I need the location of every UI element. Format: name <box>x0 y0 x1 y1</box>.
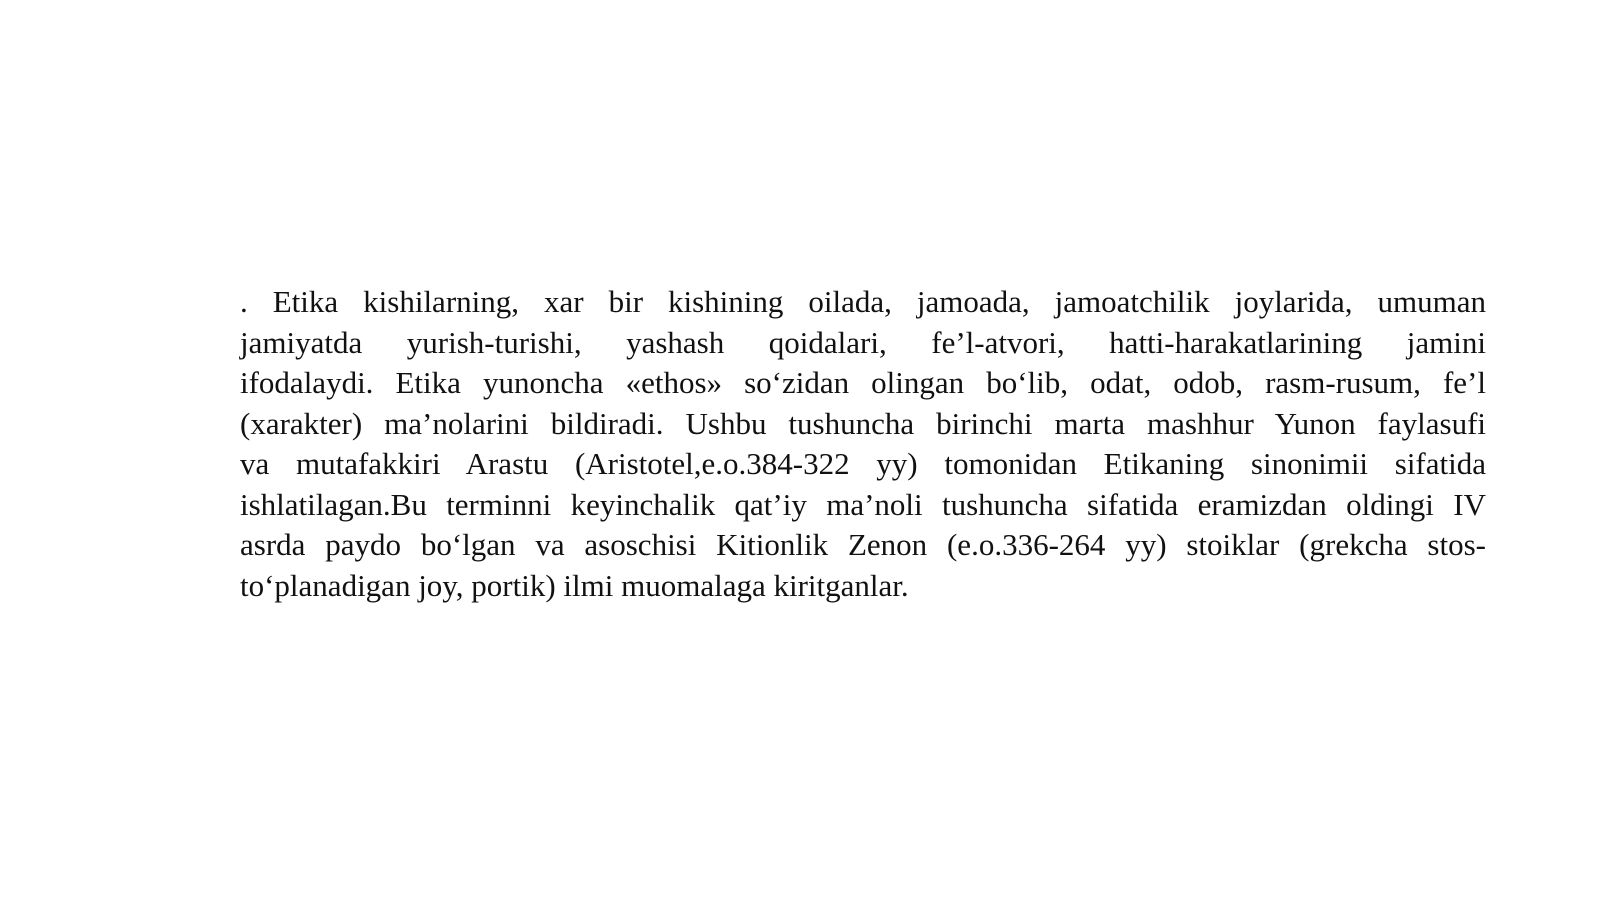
paragraph-line-5: va mutafakkiri Arastu (Aristotel,e.o.384-322 yy) tomonidan Etikaning sinonimii sifatida <box>240 446 1486 481</box>
paragraph-line-1: . Etika kishilarning, xar bir kishining oilada, jamoada, jamoatchilik joylarida, umuman <box>240 284 1486 319</box>
paragraph-line-4: (xarakter) ma’nolarini bildiradi. Ushbu tushuncha birinchi marta mashhur Yunon faylasufi <box>240 405 1486 441</box>
paragraph-line-2: jamiyatda yurish-turishi, yashash qoidalari, fe’l-atvori, hatti-harakatlarining jamini <box>240 324 1486 360</box>
paragraph-line-6: ishlatilagan.Bu terminni keyinchalik qat’iy ma’noli tushuncha sifatida eramizdan oldingi IV <box>240 486 1486 522</box>
body-paragraph <box>240 282 1486 606</box>
paragraph-line-7: asrda paydo bo‘lgan va asoschisi Kitionlik Zenon (e.o.336-264 yy) stoiklar (grekcha stos- <box>240 527 1486 562</box>
paragraph-line-3: ifodalaydi. Etika yunoncha «ethos» so‘zidan olingan bo‘lib, odat, odob, rasm-rusum, fe’l <box>240 365 1486 400</box>
paragraph-line-8: to‘planadigan joy, portik) ilmi muomalaga kiritganlar. <box>240 567 909 603</box>
